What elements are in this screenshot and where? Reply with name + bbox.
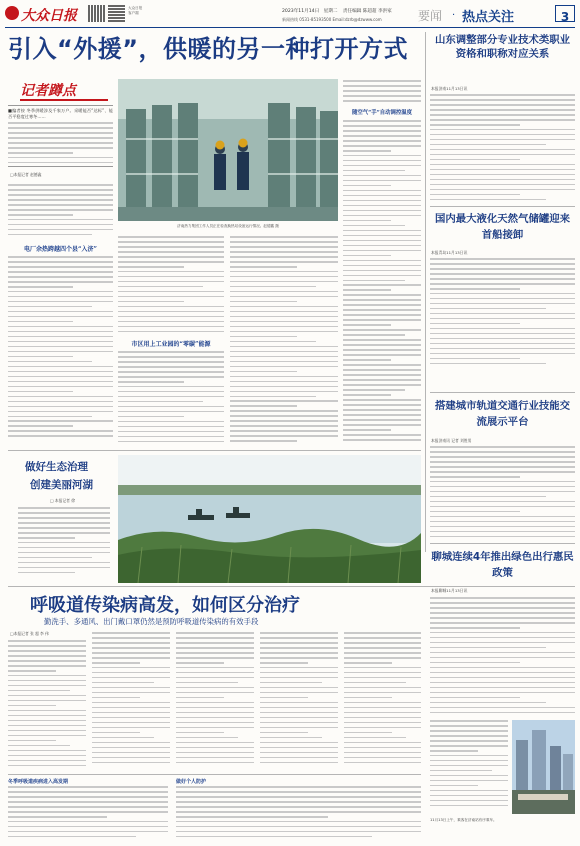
- bottom-headline: 呼吸道传染病高发，如何区分治疗: [30, 595, 300, 616]
- qr-icon: [108, 5, 125, 22]
- right-article-2-title: 国内最大液化天然气储罐迎来首船接卸: [434, 213, 571, 241]
- section-dot: ·: [452, 10, 456, 21]
- main-subhead-2: 市区用上工业园的“零碳”能源: [131, 341, 211, 348]
- right-divider-1: [430, 206, 575, 207]
- logo-circle-icon: [5, 6, 19, 20]
- newspaper-logo: [5, 5, 85, 23]
- right-divider-3: [430, 543, 575, 544]
- editor-note-lines: [8, 122, 113, 166]
- main-subhead-3: 随空气“手”自动调控温度: [351, 110, 413, 116]
- main-subhead-1: 电厂余热跨越四个县“入济”: [24, 246, 97, 253]
- page-number: 3: [560, 10, 570, 24]
- right-article-4-byline: 本报聊城11月13日讯: [431, 588, 468, 593]
- hotline-text: 新闻热线 0531-85193500 Email:dzrb@dzwww.com: [282, 17, 382, 22]
- right-article-4-text: [430, 597, 575, 717]
- bottom-subhead: 勤洗手、多通风、出门戴口罩仍然是预防呼吸道传染病的有效手段: [44, 617, 259, 626]
- bottom-col1: [8, 640, 86, 770]
- right-article-1-byline: 本报济南11月13日讯: [431, 86, 468, 91]
- feature-title-2: 创建美丽河湖: [30, 479, 93, 491]
- divider-main-right: [425, 32, 426, 552]
- power-station-illustration: [118, 79, 338, 221]
- divider-feature-top: [8, 450, 421, 451]
- main-photo: [118, 79, 338, 221]
- page-number-box: [555, 5, 575, 22]
- section-focus: 热点关注: [462, 10, 515, 25]
- bottom-box-right: [176, 786, 421, 842]
- feature-text: [18, 507, 110, 579]
- logo-text: 大众日报: [21, 8, 77, 24]
- right-article-4-text-b: [430, 720, 508, 812]
- main-col1-text-b: [8, 256, 113, 446]
- right-article-3-text: [430, 446, 575, 542]
- right-article-3-byline: 本报济南讯 记者 刘胜男: [431, 438, 472, 443]
- right-photo: [512, 720, 575, 814]
- right-article-1-title: 山东调整部分专业技术类职业资格和职称对应关系: [434, 34, 571, 60]
- feature-title-1: 做好生态治理: [25, 461, 88, 473]
- masthead-rule: [5, 27, 575, 28]
- main-col2-text-b: [118, 351, 224, 445]
- bottom-col2: [92, 632, 170, 770]
- right-article-2-text: [430, 258, 575, 368]
- main-col4-text-b: [343, 120, 421, 445]
- right-article-2-byline: 本报青岛11月13日讯: [431, 250, 468, 255]
- bottom-subsection-b: 做好个人防护: [176, 779, 207, 785]
- bottom-subsection-a: 冬季呼吸道疾病进入高发期: [8, 779, 69, 785]
- masthead: [0, 0, 580, 28]
- right-article-3-title: 搭建城市轨道交通行业技能交流展示平台: [434, 400, 571, 428]
- feature-byline: □ 本报记者 徐: [50, 498, 75, 503]
- divider-bottom-top: [8, 586, 575, 587]
- tag-underline: [20, 99, 108, 101]
- date-text: 2023年11月14日: [282, 9, 320, 14]
- editor-note-text: ■编者按 冬季供暖涉及千家万户。采暖能否“达标”、能否平稳度过寒冬……: [8, 108, 113, 120]
- bottom-box-left: [8, 786, 168, 842]
- right-divider-2: [430, 392, 575, 393]
- river-boats-illustration: [118, 455, 421, 583]
- main-photo-caption: 济南热力集团工作人员正在检查换热站设备运行情况。赵德鑫 摄: [177, 224, 279, 228]
- main-col4-text-a: [343, 80, 421, 106]
- main-byline: □本报记者 赵德鑫: [10, 172, 42, 177]
- app-note: 大众日报 客户端: [128, 6, 143, 15]
- weekday-text: 星期二: [323, 9, 338, 14]
- main-col2-text-a: [118, 236, 224, 336]
- section-name: 要闻: [418, 9, 443, 23]
- divider-bottom-sub: [8, 774, 421, 775]
- bottom-col4: [260, 632, 338, 770]
- feature-photo: [118, 455, 421, 583]
- issue-date: [282, 8, 392, 14]
- section-header: [418, 4, 576, 24]
- editor-note-box: [8, 105, 113, 167]
- main-col3-text-a: [230, 236, 338, 446]
- editor-text: 责任编辑 陈超超 李洪家: [342, 9, 392, 14]
- main-col1-text-a: [8, 184, 113, 240]
- right-photo-caption: 11月13日上午，乘客在济南站有序乘车。: [430, 818, 497, 822]
- main-headline: 引入“外援”，供暖的另一种打开方式: [8, 35, 409, 63]
- qr-icon: [88, 5, 105, 22]
- right-article-4-title: 聊城连续4年推出绿色出行惠民政策: [431, 551, 574, 579]
- city-station-illustration: [512, 720, 575, 814]
- reporter-tag-text: 记者蹲点: [20, 83, 76, 99]
- right-article-1-text: [430, 94, 575, 204]
- bottom-col5: [344, 632, 421, 770]
- bottom-col3: [176, 632, 254, 770]
- reporter-tag: [20, 80, 112, 102]
- bottom-byline: □本报记者 张 超 李 伟: [10, 631, 49, 636]
